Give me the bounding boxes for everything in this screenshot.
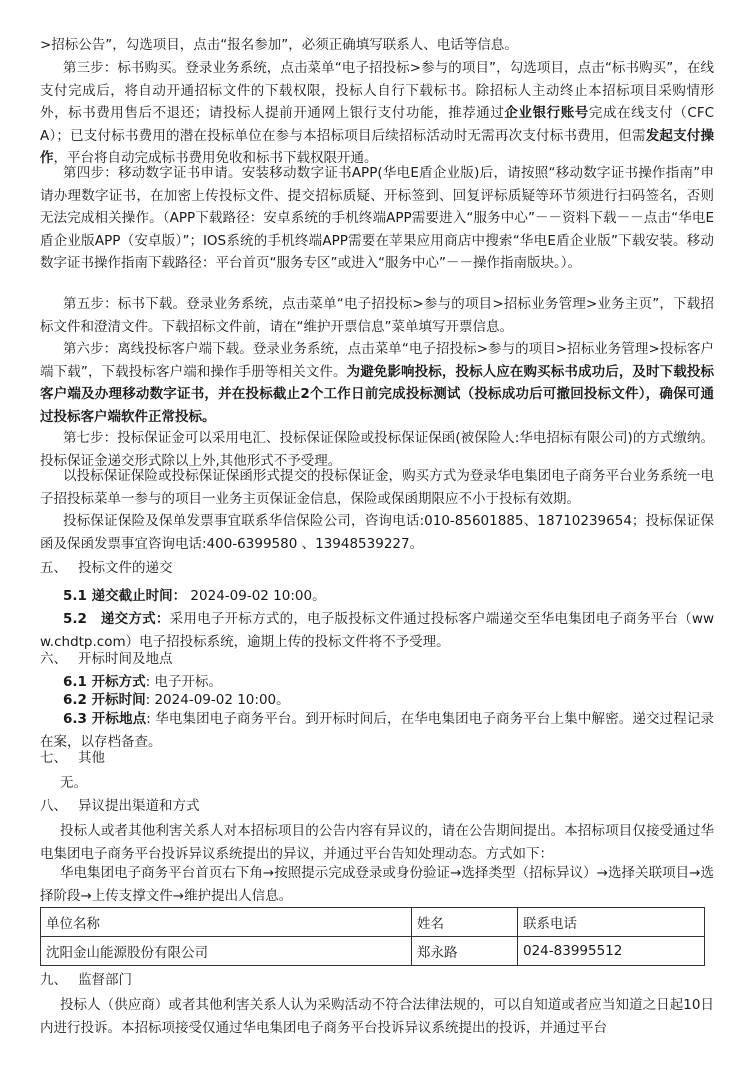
opening-mode-label: 6.1 开标方式 <box>63 674 146 690</box>
table-cell-company: 沈阳金山能源股份有限公司 <box>41 937 412 966</box>
objection-steps: 华电集团电子商务平台首页右下角→按照提示完成登录或身份验证→选择类型（招标异议）→选择关联项目→选择阶段→上传支撑文件→维护提出人信息。 <box>40 865 714 904</box>
step3-text-a: 第三步：标书购买。登录业务系统，点击菜单“电子招投标>参与的项目”，勾选项目，点击“标书购买”，在线支付完成后，将自动开通招标文件的下载权限，投标人自行下载标书。除招标人主动终止本招标项目采购情形外，标书费用售后不退还；请投标人提前开通网上银行支付功能，推荐通过 <box>40 60 714 122</box>
opening-time-label: 6.2 开标时间 <box>63 692 146 708</box>
paragraph-guarantee-insurance: 以投标保证保险或投标保证保函形式提交的投标保证金，购买方式为登录华电集团电子商务平台业务系统一电子招投标菜单一参与的项目一业务主页保证金信息，保险或保函期限应不小于投标有效期。 <box>40 468 714 507</box>
step6-bold-warning: 为避免影响投标，投标人应在购买标书成功后，及时下载投标客户端及办理移动数字证书，并在投标截止2个工作日前完成投标测试（投标成功后可撤回投标文件），确保可通过投标客户端软件正常投标。 <box>40 363 714 425</box>
table-header-cell: 单位名称 <box>41 908 412 937</box>
table-header-row <box>41 908 705 937</box>
step6-text: 第六步：离线投标客户端下载。登录业务系统，点击菜单“电子招投标>参与的项目>招标业务管理>投标客户端下载”，下载投标客户端和操作手册等相关文件。 <box>40 341 714 380</box>
paragraph-step5: 第五步：标书下载。登录业务系统，点击菜单“电子招投标>参与的项目>招标业务管理>业务主页”，下载招标文件和澄清文件。下载招标文件前，请在“维护开票信息”菜单填写开票信息。 <box>40 296 714 335</box>
step3-text-e: ，平台将自动完成标书费用免收和标书下载权限开通。 <box>53 150 378 167</box>
paragraph-step6 <box>40 338 714 428</box>
section-number: 八、 <box>40 798 67 814</box>
section-heading-5 <box>40 557 173 579</box>
paragraph-step2-tail: >招标公告”，勾选项目，点击“报名参加”，必须正确填写联系人、电话等信息。 <box>40 37 518 53</box>
method-value: 采用电子开标方式的，电子版投标文件通过投标客户端递交至华电集团电子商务平台（www.chdtp.com）电子招投标系统，逾期上传的投标文件将不予受理。 <box>40 611 714 650</box>
table-header-cell: 联系电话 <box>518 908 705 937</box>
section-heading-8 <box>40 795 200 817</box>
deadline-label: 5.1 递交截止时间： <box>63 588 187 604</box>
opening-place-label: 6.3 开标地点 <box>63 711 147 727</box>
section-heading-9 <box>40 969 132 991</box>
submission-deadline <box>40 585 714 608</box>
step3-bold-payment: 发起支付操作 <box>40 127 715 167</box>
other-text: 无。 <box>60 775 87 791</box>
section-number: 五、 <box>40 560 67 576</box>
section-title: 监督部门 <box>78 972 132 988</box>
section-heading-6 <box>40 648 173 670</box>
objection-intro: 投标人或者其他利害关系人对本招标项目的公告内容有异议的，请在公告期间提出。本招标项目仅接受通过华电集团电子商务平台投诉异议系统提出的异议，并通过平台告知处理动态。方式如下： <box>40 823 714 862</box>
opening-time-value: : 2024-09-02 10:00。 <box>145 692 290 708</box>
opening-mode-value: : 电子开标。 <box>145 674 222 690</box>
step3-text-c: 完成在线支付（CFCA）；已支付标书费用的潜在投标单位在参与本招标项目后续招标活动时无需再次支付标书费用，但需 <box>40 105 715 144</box>
section-title: 其他 <box>78 750 105 766</box>
section-title: 异议提出渠道和方式 <box>78 798 200 814</box>
deadline-value: 2024-09-02 10:00。 <box>190 588 326 604</box>
paragraph-step3 <box>40 57 714 170</box>
table-cell-name: 郑永路 <box>412 937 518 966</box>
paragraph-step4: 第四步：移动数字证书申请。安装移动数字证书APP(华电E盾企业版)后，请按照“移动数字证书操作指南”申请办理数字证书，在加密上传投标文件、提交招标质疑、开标签到、回复评标质疑等环节须进行扫码签名，否则无法完成相关操作。（APP下载路径：安卓系统的手机终端APP需要进入“服务中心”－－资料下载－－点击“华电E盾企业版APP（安卓版）”；IOS系统的手机终端APP需要在苹果应用商店中搜索“华电E盾企业版”下载安装。移动数字证书操作指南下载路径：平台首页“服务专区”或进入“服务中心”－－操作指南版块。）。 <box>40 165 714 272</box>
paragraph-step7: 第七步：投标保证金可以采用电汇、投标保证保险或投标保证保函(被保险人:华电招标有限公司)的方式缴纳。投标保证金递交形式除以上外,其他形式不予受理。 <box>40 430 714 469</box>
paragraph-insurance-contact: 投标保证保险及保单发票事宜联系华信保险公司，咨询电话:010-85601885、18710239654；投标保证保函及保函发票事宜咨询电话:400-6399580 、13948539227。 <box>40 513 714 552</box>
opening-place <box>40 708 714 753</box>
table-cell-phone: 024-83995512 <box>518 937 705 966</box>
section-number: 七、 <box>40 750 67 766</box>
section-title: 投标文件的递交 <box>78 560 173 576</box>
section-number: 六、 <box>40 651 67 667</box>
method-label: 5.2 递交方式： <box>63 611 170 627</box>
step3-bold-account: 企业银行账号 <box>504 105 589 122</box>
table-row <box>41 937 705 966</box>
table-header-cell: 姓名 <box>412 908 518 937</box>
section-heading-7 <box>40 747 105 769</box>
section-title: 开标时间及地点 <box>78 651 173 667</box>
supervision-text: 投标人（供应商）或者其他利害关系人认为采购活动不符合法律法规的，可以自知道或者应当知道之日起10日内进行投诉。本招标项接受仅通过华电集团电子商务平台投诉异议系统提出的投诉，并通过平台 <box>40 997 714 1036</box>
section-number: 九、 <box>40 972 67 988</box>
submission-method <box>40 608 714 653</box>
opening-place-value: : 华电集团电子商务平台。到开标时间后，在华电集团电子商务平台上集中解密。递交过程记录在案，以存档备查。 <box>40 711 714 750</box>
contact-table <box>40 907 705 966</box>
